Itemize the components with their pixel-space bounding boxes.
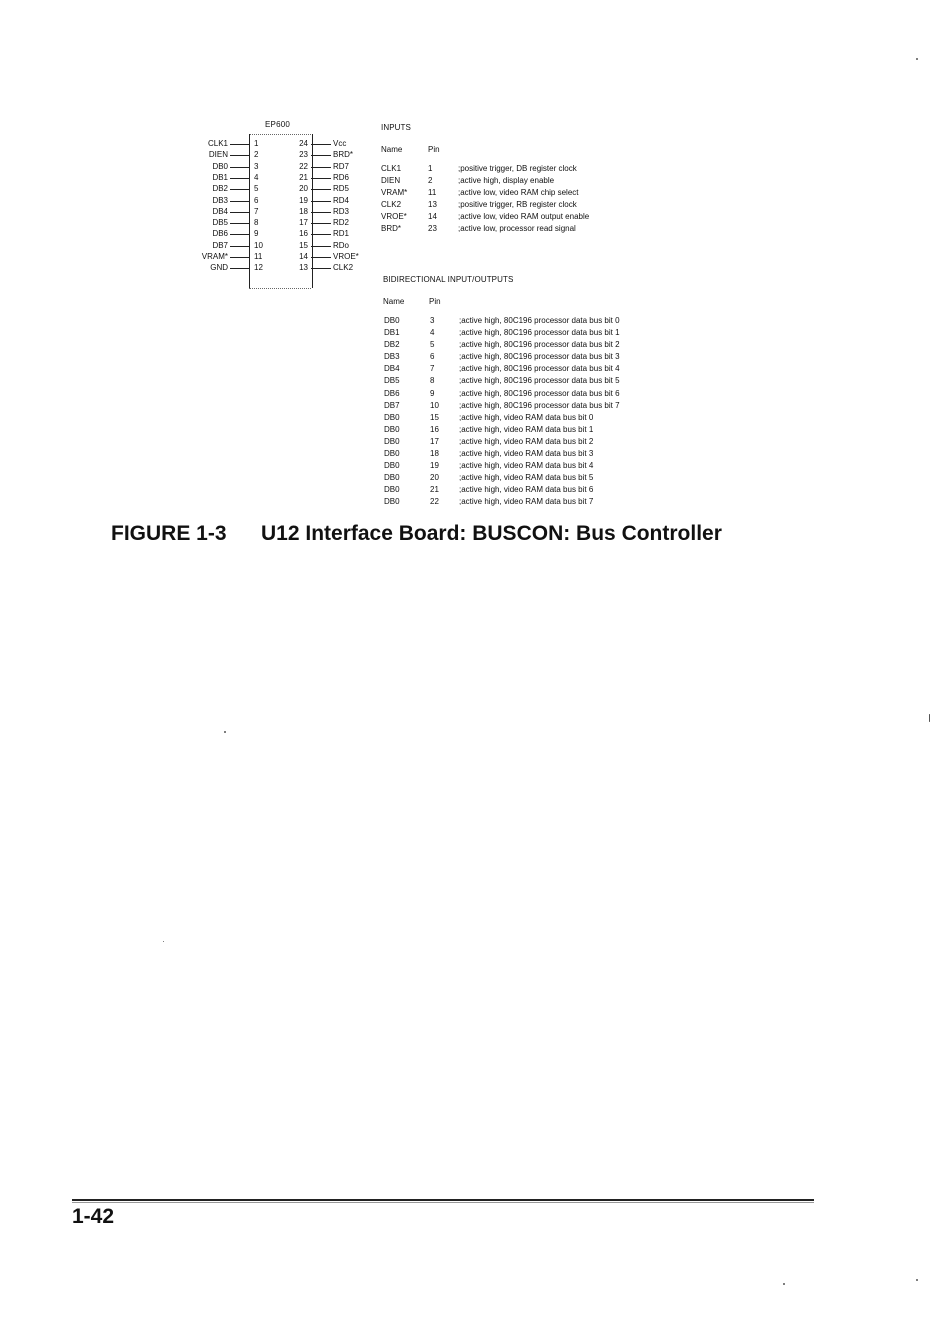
pin-number-right: 22 bbox=[299, 161, 308, 171]
cell-desc: ;active high, display enable bbox=[458, 176, 555, 186]
scan-speck bbox=[929, 714, 930, 722]
pin-number-left: 9 bbox=[254, 229, 259, 239]
pin-lead-right bbox=[311, 268, 331, 269]
pin-number-left: 4 bbox=[254, 172, 259, 182]
chip-pin-row bbox=[0, 149, 950, 160]
scan-speck bbox=[916, 1279, 918, 1281]
pin-number-left: 11 bbox=[254, 252, 263, 261]
pin-lead-left bbox=[230, 167, 249, 168]
pin-lead-left bbox=[230, 144, 249, 145]
chip-pin-row bbox=[0, 262, 950, 273]
pin-number-left: 7 bbox=[254, 206, 259, 216]
cell-name: VROE* bbox=[381, 212, 407, 222]
cell-name: DB4 bbox=[384, 364, 400, 374]
pin-lead-left bbox=[230, 234, 249, 235]
pin-name-right: RD3 bbox=[333, 206, 350, 216]
pin-name-right: RDo bbox=[333, 240, 350, 250]
cell-pin: 23 bbox=[428, 224, 437, 234]
chip-pin-row bbox=[0, 138, 950, 149]
pin-name-left: DB3 bbox=[212, 195, 228, 205]
pin-lead-right bbox=[311, 201, 331, 202]
cell-name: DB0 bbox=[384, 424, 400, 434]
cell-name: DB0 bbox=[384, 436, 400, 446]
cell-pin: 19 bbox=[430, 461, 439, 471]
pin-name-right: RD6 bbox=[333, 172, 350, 182]
inputs-heading: INPUTS bbox=[381, 123, 411, 132]
pin-lead-left bbox=[230, 257, 249, 258]
cell-name: CLK1 bbox=[381, 164, 402, 173]
pin-name-left: VRAM* bbox=[201, 252, 228, 261]
pin-number-right: 19 bbox=[299, 195, 308, 205]
pin-name-right: Vcc bbox=[333, 139, 347, 148]
scan-speck bbox=[224, 731, 226, 733]
cell-name: DB6 bbox=[384, 388, 400, 398]
pin-name-right: RD2 bbox=[333, 218, 350, 228]
pin-lead-right bbox=[311, 178, 331, 179]
cell-pin: 21 bbox=[430, 485, 439, 495]
chip-title: EP600 bbox=[265, 120, 291, 129]
pin-number-right: 16 bbox=[299, 229, 308, 239]
cell-desc: ;active high, video RAM data bus bit 7 bbox=[459, 497, 594, 507]
pin-lead-right bbox=[311, 234, 331, 235]
pin-name-right: BRD* bbox=[333, 150, 354, 160]
cell-name: DB2 bbox=[384, 340, 400, 350]
cell-name: DB0 bbox=[384, 316, 400, 325]
cell-desc: ;active high, video RAM data bus bit 4 bbox=[459, 461, 594, 471]
pin-lead-right bbox=[311, 144, 331, 145]
figure-title: U12 Interface Board: BUSCON: Bus Controller bbox=[261, 522, 722, 545]
cell-desc: ;active low, video RAM output enable bbox=[458, 212, 590, 222]
pin-name-left: DB7 bbox=[212, 240, 228, 250]
figure-number: FIGURE 1-3 bbox=[111, 522, 227, 545]
pin-name-left: DB0 bbox=[212, 161, 228, 171]
cell-desc: ;active high, 80C196 processor data bus bit 3 bbox=[459, 352, 620, 362]
pin-name-right: RD7 bbox=[333, 161, 350, 171]
pin-name-right: RD4 bbox=[333, 195, 350, 205]
cell-desc: ;active high, 80C196 processor data bus bit 4 bbox=[459, 364, 620, 374]
bidirectional-col-pin: Pin bbox=[429, 297, 441, 306]
pin-number-right: 14 bbox=[299, 252, 308, 261]
cell-pin: 16 bbox=[430, 424, 439, 434]
cell-desc: ;active high, video RAM data bus bit 5 bbox=[459, 473, 594, 483]
pin-lead-left bbox=[230, 223, 249, 224]
pin-lead-left bbox=[230, 155, 249, 156]
pin-name-left: DB2 bbox=[212, 184, 228, 194]
cell-desc: ;active high, video RAM data bus bit 0 bbox=[459, 412, 594, 422]
cell-pin: 20 bbox=[430, 473, 439, 483]
pin-number-left: 2 bbox=[254, 150, 259, 160]
cell-name: DB0 bbox=[384, 412, 400, 422]
cell-pin: 5 bbox=[430, 340, 435, 350]
cell-pin: 10 bbox=[430, 400, 439, 410]
inputs-col-pin: Pin bbox=[428, 145, 440, 154]
pin-lead-right bbox=[311, 155, 331, 156]
bidirectional-col-name: Name bbox=[383, 297, 405, 306]
pin-number-right: 24 bbox=[299, 139, 308, 148]
pin-number-left: 8 bbox=[254, 218, 259, 228]
pin-number-left: 5 bbox=[254, 184, 259, 194]
pin-name-left: DB1 bbox=[212, 172, 228, 182]
pin-name-left: DB4 bbox=[212, 206, 228, 216]
cell-pin: 18 bbox=[430, 449, 439, 459]
pin-name-left: GND bbox=[210, 263, 228, 273]
pin-lead-right bbox=[311, 167, 331, 168]
pin-number-left: 3 bbox=[254, 161, 259, 171]
pin-name-right: RD1 bbox=[333, 229, 350, 239]
chip-pin-row bbox=[0, 240, 950, 251]
cell-name: BRD* bbox=[381, 224, 402, 234]
cell-pin: 8 bbox=[430, 376, 435, 386]
scan-speck bbox=[163, 941, 164, 942]
pin-name-right: RD5 bbox=[333, 184, 350, 194]
cell-name: DIEN bbox=[381, 176, 401, 186]
cell-desc: ;active high, video RAM data bus bit 1 bbox=[459, 424, 594, 434]
cell-pin: 4 bbox=[430, 328, 435, 338]
cell-desc: ;active high, video RAM data bus bit 2 bbox=[459, 436, 594, 446]
cell-pin: 17 bbox=[430, 436, 439, 446]
pin-name-left: DIEN bbox=[208, 150, 228, 160]
pin-lead-left bbox=[230, 212, 249, 213]
cell-desc: ;positive trigger, RB register clock bbox=[458, 200, 577, 210]
cell-desc: ;positive trigger, DB register clock bbox=[458, 164, 577, 173]
cell-desc: ;active high, video RAM data bus bit 3 bbox=[459, 449, 594, 459]
pin-lead-right bbox=[311, 246, 331, 247]
cell-pin: 1 bbox=[428, 164, 433, 173]
cell-desc: ;active high, video RAM data bus bit 6 bbox=[459, 485, 594, 495]
pin-lead-left bbox=[230, 201, 249, 202]
pin-lead-right bbox=[311, 189, 331, 190]
pin-number-left: 1 bbox=[254, 139, 259, 148]
cell-name: CLK2 bbox=[381, 200, 402, 210]
cell-desc: ;active high, 80C196 processor data bus bit 1 bbox=[459, 328, 620, 338]
pin-lead-left bbox=[230, 268, 249, 269]
cell-name: DB0 bbox=[384, 449, 400, 459]
pin-number-right: 18 bbox=[299, 206, 308, 216]
pin-lead-right bbox=[311, 223, 331, 224]
cell-desc: ;active high, 80C196 processor data bus bit 0 bbox=[459, 316, 620, 325]
cell-pin: 11 bbox=[428, 188, 437, 198]
cell-name: DB0 bbox=[384, 461, 400, 471]
pin-number-left: 12 bbox=[254, 263, 263, 273]
pin-lead-right bbox=[311, 212, 331, 213]
cell-pin: 2 bbox=[428, 176, 433, 186]
pin-number-right: 13 bbox=[299, 263, 308, 273]
bidirectional-heading: BIDIRECTIONAL INPUT/OUTPUTS bbox=[383, 275, 514, 284]
cell-name: DB0 bbox=[384, 485, 400, 495]
cell-desc: ;active high, 80C196 processor data bus bit 2 bbox=[459, 340, 620, 350]
figure-caption bbox=[111, 522, 811, 546]
cell-desc: ;active high, 80C196 processor data bus bit 5 bbox=[459, 376, 620, 386]
cell-pin: 6 bbox=[430, 352, 435, 362]
pin-number-right: 15 bbox=[299, 240, 308, 250]
cell-pin: 9 bbox=[430, 388, 435, 398]
pin-number-left: 6 bbox=[254, 195, 259, 205]
footer-rule-thin bbox=[72, 1202, 814, 1203]
cell-name: DB0 bbox=[384, 473, 400, 483]
cell-name: DB0 bbox=[384, 497, 400, 507]
scan-speck bbox=[783, 1283, 785, 1285]
cell-pin: 3 bbox=[430, 316, 435, 325]
scan-speck bbox=[916, 58, 918, 60]
chip-bottom-edge bbox=[249, 288, 311, 289]
pin-number-right: 23 bbox=[299, 150, 308, 160]
pin-lead-right bbox=[311, 257, 331, 258]
cell-pin: 13 bbox=[428, 200, 437, 210]
pin-number-right: 17 bbox=[299, 218, 308, 228]
footer-rule bbox=[72, 1199, 814, 1201]
cell-desc: ;active high, 80C196 processor data bus bit 7 bbox=[459, 400, 620, 410]
pin-number-right: 20 bbox=[299, 184, 308, 194]
cell-name: DB5 bbox=[384, 376, 400, 386]
pin-number-right: 21 bbox=[299, 172, 308, 182]
pin-name-left: DB6 bbox=[212, 229, 228, 239]
cell-pin: 7 bbox=[430, 364, 435, 374]
pin-lead-left bbox=[230, 246, 249, 247]
pin-lead-left bbox=[230, 178, 249, 179]
inputs-col-name: Name bbox=[381, 145, 403, 154]
cell-desc: ;active high, 80C196 processor data bus bit 6 bbox=[459, 388, 620, 398]
pin-name-left: CLK1 bbox=[207, 139, 228, 148]
cell-pin: 15 bbox=[430, 412, 439, 422]
pin-name-left: DB5 bbox=[212, 218, 228, 228]
chip-pin-row bbox=[0, 251, 950, 262]
page-number: 1-42 bbox=[72, 1205, 115, 1228]
cell-name: DB3 bbox=[384, 352, 400, 362]
cell-name: DB7 bbox=[384, 400, 400, 410]
cell-pin: 22 bbox=[430, 497, 439, 507]
cell-desc: ;active low, processor read signal bbox=[458, 224, 576, 234]
pin-name-right: VROE* bbox=[333, 252, 359, 261]
pin-lead-left bbox=[230, 189, 249, 190]
pin-name-right: CLK2 bbox=[333, 263, 354, 273]
pin-number-left: 10 bbox=[254, 240, 263, 250]
cell-desc: ;active low, video RAM chip select bbox=[458, 188, 579, 198]
cell-name: VRAM* bbox=[381, 188, 408, 198]
cell-name: DB1 bbox=[384, 328, 400, 338]
cell-pin: 14 bbox=[428, 212, 437, 222]
